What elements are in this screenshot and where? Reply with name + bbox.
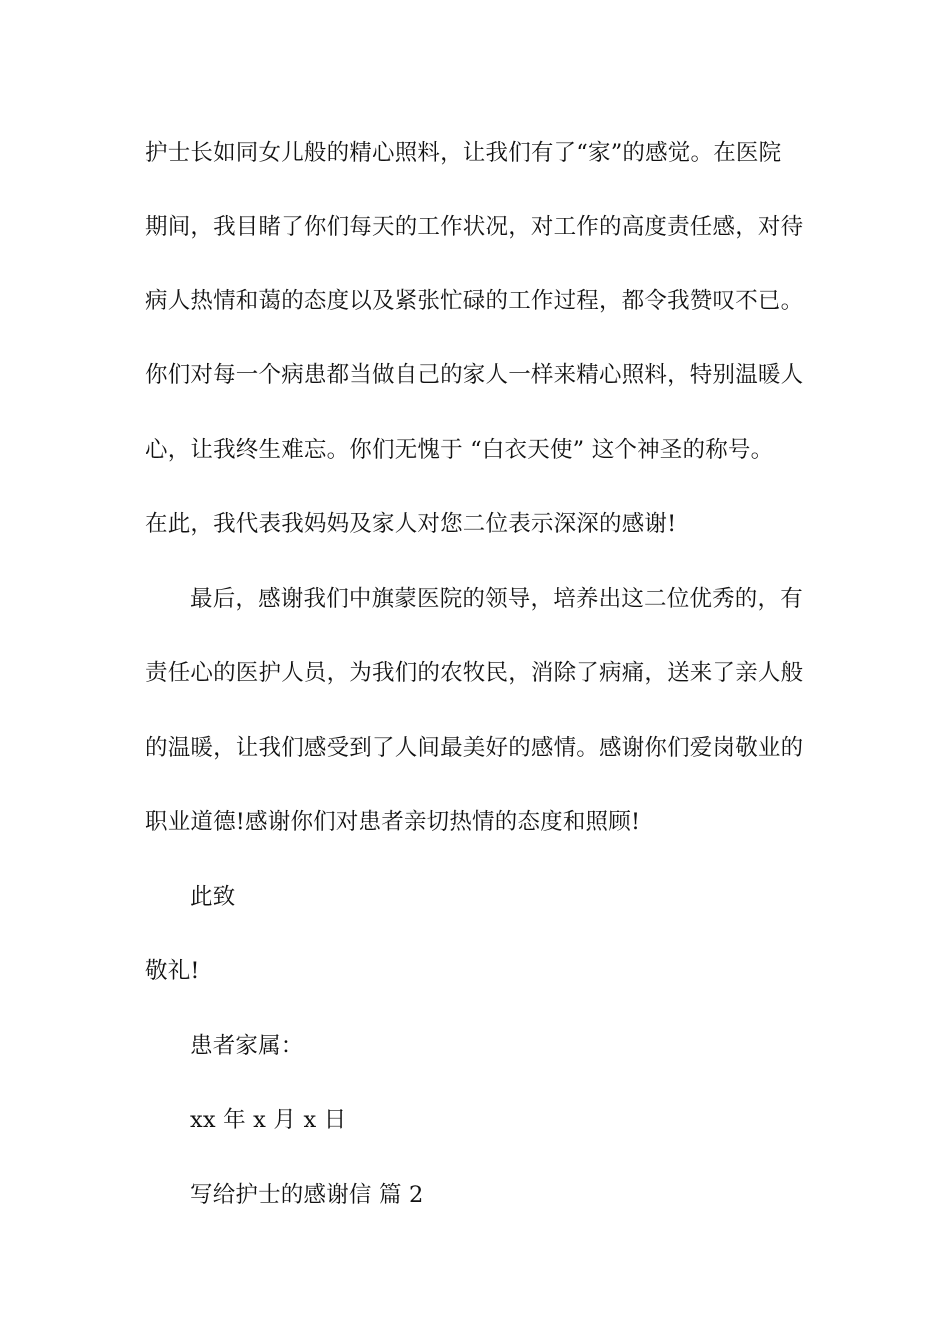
paragraph-1-line-1: 护士长如同女儿般的精心照料，让我们有了“家”的感觉。在医院 xyxy=(145,140,782,166)
paragraph-1-line-4: 你们对每一个病患都当做自己的家人一样来精心照料，特别温暖人 xyxy=(145,362,804,388)
paragraph-2-line-4: 职业道德!感谢你们对患者亲切热情的态度和照顾! xyxy=(145,809,641,835)
paragraph-2-line-1: 最后，感谢我们中旗蒙医院的领导，培养出这二位优秀的，有 xyxy=(190,586,803,612)
next-section-title: 写给护士的感谢信 篇 2 xyxy=(190,1182,424,1208)
paragraph-1-line-3: 病人热情和蔼的态度以及紧张忙碌的工作过程，都令我赞叹不已。 xyxy=(145,288,804,314)
salutation-text: 敬礼! xyxy=(145,958,200,984)
closing-text: 此致 xyxy=(190,884,236,910)
date-text: xx 年 x 月 x 日 xyxy=(190,1107,347,1133)
paragraph-1-line-2: 期间，我目睹了你们每天的工作状况，对工作的高度责任感，对待 xyxy=(145,214,804,240)
paragraph-1-line-6: 在此，我代表我妈妈及家人对您二位表示深深的感谢! xyxy=(145,511,677,537)
signature-text: 患者家属： xyxy=(190,1033,304,1059)
paragraph-1-line-5: 心，让我终生难忘。你们无愧于 “白衣天使” 这个神圣的称号。 xyxy=(145,437,774,463)
paragraph-2-line-3: 的温暖，让我们感受到了人间最美好的感情。感谢你们爱岗敬业的 xyxy=(145,735,804,761)
paragraph-2-line-2: 责任心的医护人员，为我们的农牧民，消除了病痛，送来了亲人般 xyxy=(145,660,804,686)
